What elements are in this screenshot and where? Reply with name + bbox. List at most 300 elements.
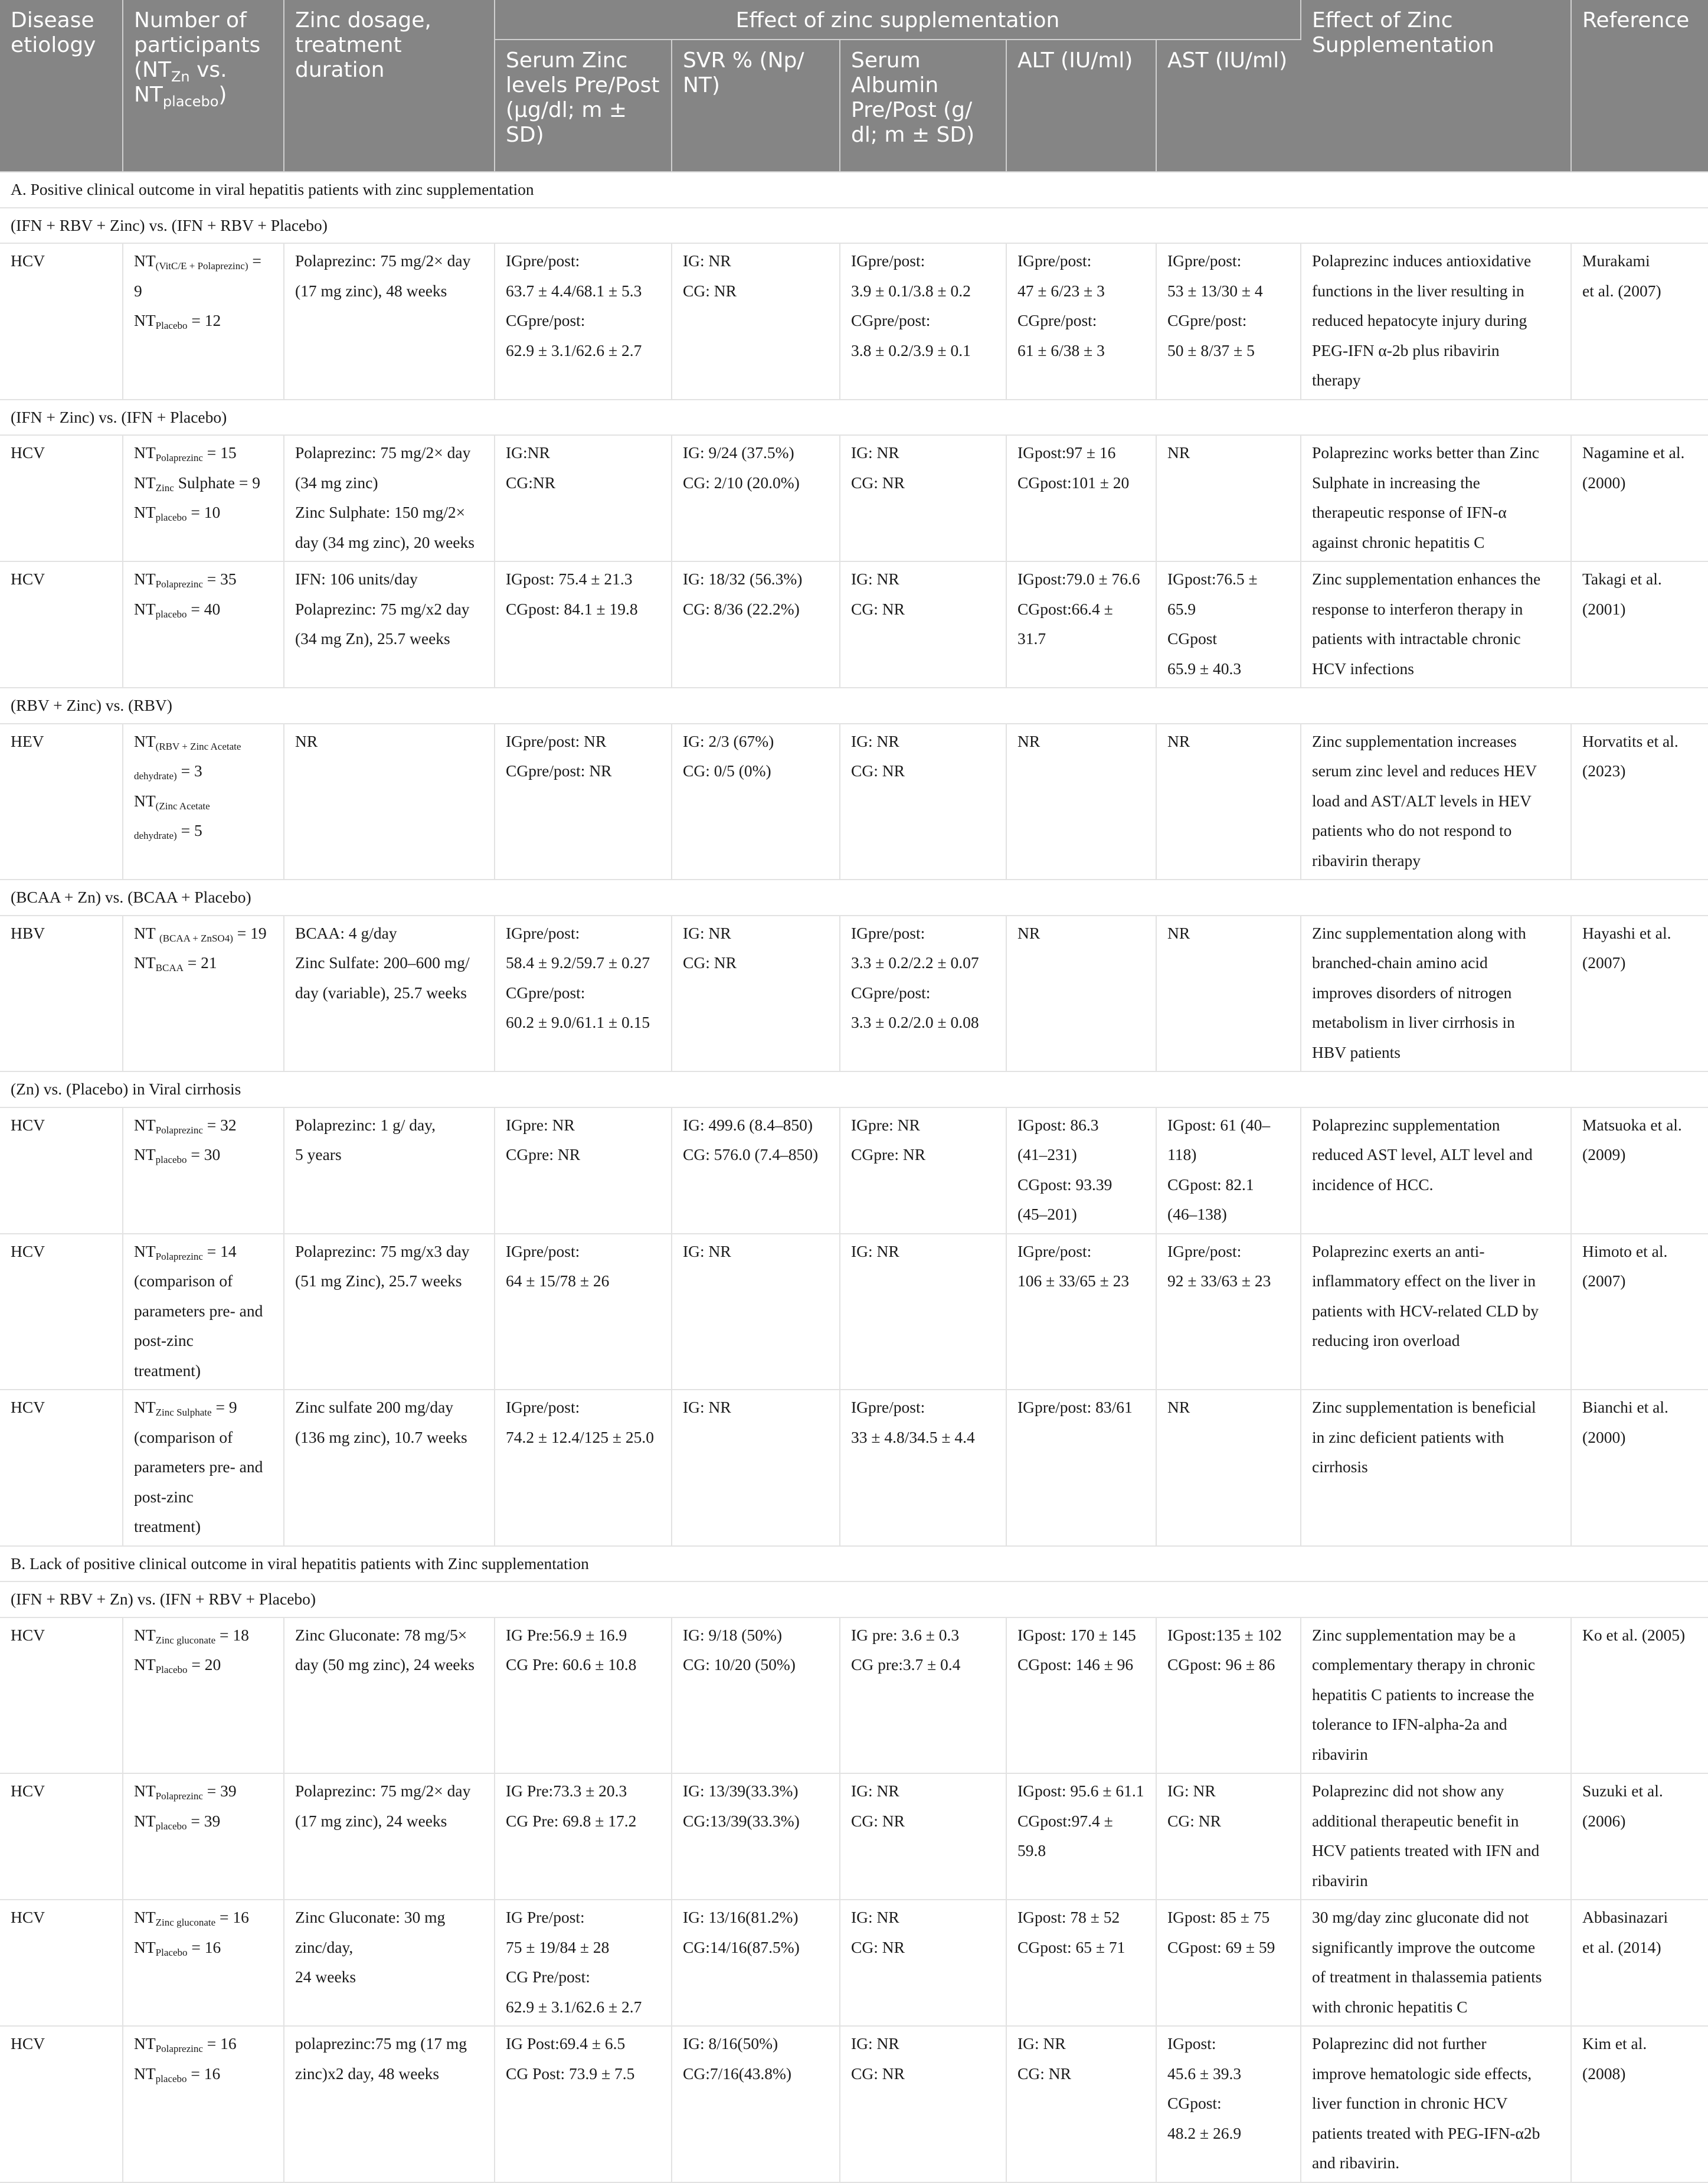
cell-line: Polaprezinc: 1 g/ day,: [295, 1115, 436, 1134]
cell-reference-link[interactable]: [1571, 1773, 1708, 1900]
cell-albumin: [840, 1773, 1006, 1900]
cell-line: Polaprezinc: 75 mg/x3 day: [295, 1241, 470, 1260]
cell-line: CG: NR: [1017, 2064, 1071, 2083]
cell-dosage: [284, 1234, 495, 1390]
cell-line: IG:NR: [506, 443, 550, 462]
cell-line: Zinc Gluconate: 30 mg: [295, 1908, 446, 1926]
cell-line: IGpost:: [1167, 2034, 1216, 2053]
cell-line: CG: 576.0 (7.4–850): [683, 1145, 819, 1164]
cell-line: ribavirin therapy: [1312, 851, 1421, 870]
cell-line: (17 mg zinc), 24 weeks: [295, 1811, 447, 1830]
cell-line: 3.8 ± 0.2/3.9 ± 0.1: [851, 341, 971, 360]
table-row: [0, 243, 1708, 400]
header-serum-zinc: Serum Zinc levels Pre/Post (µg/dl; m ± SD): [495, 40, 672, 172]
cell-line: Zinc Gluconate: 78 mg/5×: [295, 1625, 467, 1644]
cell-reference-link[interactable]: [1571, 435, 1708, 561]
cell-line: Matsuoka et al.: [1582, 1115, 1682, 1134]
cell-line: Zinc supplementation is beneficial: [1312, 1398, 1536, 1416]
cell-dosage: [284, 243, 495, 400]
cell-reference-link[interactable]: [1571, 1107, 1708, 1234]
group-title: (IFN + RBV + Zn) vs. (IFN + RBV + Placebo): [0, 1581, 1708, 1617]
cell-line: CG: NR: [1167, 1811, 1221, 1830]
cell-line: Horvatits et al.: [1582, 731, 1678, 750]
cell-line: Kim et al.: [1582, 2034, 1647, 2053]
cell-line: branched-chain amino acid: [1312, 953, 1488, 972]
table-row: [0, 1234, 1708, 1390]
cell-line: and ribavirin.: [1312, 2153, 1400, 2172]
cell-line: NR: [1017, 731, 1040, 750]
cell-etiology: HCV: [0, 243, 123, 400]
cell-line: IG: NR: [683, 251, 731, 270]
cell-etiology: HCV: [0, 561, 123, 688]
cell-ast: [1156, 435, 1301, 561]
cell-line: metabolism in liver cirrhosis in: [1312, 1013, 1515, 1031]
cell-effect: [1301, 1390, 1571, 1546]
cell-albumin: [840, 1617, 1006, 1774]
cell-serum-zinc: [495, 435, 672, 561]
cell-line: IG Post:69.4 ± 6.5: [506, 2034, 626, 2053]
cell-reference-link[interactable]: [1571, 243, 1708, 400]
cell-svr: [672, 724, 840, 880]
cell-line: CG Pre/post:: [506, 1968, 590, 1986]
cell-line: treatment): [134, 1517, 201, 1535]
group-title: (IFN + RBV + Zinc) vs. (IFN + RBV + Placebo): [0, 208, 1708, 244]
cell-ast: [1156, 1617, 1301, 1774]
cell-line: IG: NR: [683, 1241, 731, 1260]
cell-line: IG: 13/39(33.3%): [683, 1782, 799, 1800]
cell-line: Ko et al. (2005): [1582, 1625, 1686, 1644]
cell-line: CGpre/post: NR: [506, 762, 612, 780]
cell-line: HCV patients treated with IFN and: [1312, 1841, 1540, 1860]
cell-line: day (50 mg zinc), 24 weeks: [295, 1655, 475, 1674]
header-svr: SVR % (Np/ NT): [672, 40, 840, 172]
cell-line: NR: [1167, 1398, 1190, 1416]
cell-line: (comparison of: [134, 1272, 233, 1290]
cell-serum-zinc: [495, 1234, 672, 1390]
cell-ast: [1156, 1390, 1301, 1546]
cell-effect: [1301, 916, 1571, 1072]
cell-line: IGpost: 61 (40–: [1167, 1115, 1271, 1134]
cell-serum-zinc: [495, 1107, 672, 1234]
cell-line: IG: 13/16(81.2%): [683, 1908, 799, 1926]
cell-effect: [1301, 1234, 1571, 1390]
cell-albumin: [840, 1234, 1006, 1390]
cell-line: IGpre/post:: [851, 923, 925, 942]
cell-etiology: HCV: [0, 435, 123, 561]
cell-line: CGpre/post:: [506, 983, 585, 1002]
cell-line: liver function in chronic HCV: [1312, 2094, 1508, 2112]
header-row-1: [0, 0, 1708, 40]
cell-line: IG: NR: [1017, 2034, 1066, 2053]
cell-line: CG: 8/36 (22.2%): [683, 599, 800, 618]
cell-line: Himoto et al.: [1582, 1241, 1668, 1260]
cell-line: HCV infections: [1312, 659, 1414, 678]
cell-line: Polaprezinc did not show any: [1312, 1782, 1504, 1800]
cell-line: CGpost:97.4 ± 59.8: [1017, 1811, 1113, 1860]
cell-effect: [1301, 435, 1571, 561]
cell-line: significantly improve the outcome: [1312, 1937, 1536, 1956]
cell-svr: [672, 1234, 840, 1390]
cell-ast: [1156, 724, 1301, 880]
cell-line: HBV patients: [1312, 1043, 1401, 1061]
cell-serum-zinc: [495, 243, 672, 400]
cell-line: Suzuki et al.: [1582, 1782, 1663, 1800]
cell-effect: [1301, 1107, 1571, 1234]
table-row: [0, 1107, 1708, 1234]
cell-dosage: [284, 916, 495, 1072]
cell-participants: $NT_{Zinc gluconate} = 18$ $NT_{Placebo} = 20$: [123, 1617, 284, 1774]
cell-line: NR: [1167, 731, 1190, 750]
cell-line: Takagi et al.: [1582, 570, 1662, 588]
section-row: [0, 172, 1708, 208]
cell-ast: [1156, 561, 1301, 688]
cell-line: IGpre/post: 83/61: [1017, 1398, 1133, 1416]
cell-line: IGpre/post:: [1167, 1241, 1242, 1260]
cell-line: CG: NR: [851, 1811, 905, 1830]
cell-etiology: HEV: [0, 724, 123, 880]
cell-reference-link[interactable]: [1571, 916, 1708, 1072]
cell-line: Polaprezinc did not further: [1312, 2034, 1487, 2053]
cell-line: 3.9 ± 0.1/3.8 ± 0.2: [851, 281, 971, 300]
cell-line: NR: [1167, 923, 1190, 942]
cell-alt: [1006, 916, 1156, 1072]
cell-albumin: [840, 1900, 1006, 2026]
cell-participants: $NT_{Zinc gluconate} = 16$ $NT_{Placebo} = 16$: [123, 1900, 284, 2026]
cell-line: load and AST/ALT levels in HEV: [1312, 791, 1532, 810]
cell-line: CG: NR: [683, 953, 737, 972]
cell-line: patients with HCV-related CLD by: [1312, 1301, 1539, 1320]
cell-line: CGpre/post:: [506, 311, 585, 329]
cell-line: Zinc sulfate 200 mg/day: [295, 1398, 454, 1416]
cell-line: (34 mg Zn), 25.7 weeks: [295, 629, 450, 648]
cell-line: patients with intractable chronic: [1312, 629, 1521, 648]
cell-line: (45–201): [1017, 1205, 1077, 1223]
cell-line: (2007): [1582, 953, 1626, 972]
cell-effect: [1301, 561, 1571, 688]
cell-line: CGpre: NR: [506, 1145, 581, 1164]
cell-line: IGpost:97 ± 16: [1017, 443, 1116, 462]
table-row: [0, 2026, 1708, 2182]
group-title: (BCAA + Zn) vs. (BCAA + Placebo): [0, 880, 1708, 916]
cell-ast: [1156, 916, 1301, 1072]
cell-line: CG: NR: [851, 2064, 905, 2083]
cell-svr: [672, 561, 840, 688]
cell-line: against chronic hepatitis C: [1312, 532, 1485, 551]
cell-line: IG: NR: [851, 731, 899, 750]
cell-line: cirrhosis: [1312, 1457, 1368, 1476]
cell-line: IG: 2/3 (67%): [683, 731, 774, 750]
cell-effect: [1301, 1773, 1571, 1900]
cell-line: IG: NR: [683, 923, 731, 942]
table-row: [0, 724, 1708, 880]
cell-line: CGpre/post:: [1167, 311, 1247, 329]
cell-line: CGpost: 84.1 ± 19.8: [506, 599, 638, 618]
cell-line: 3.3 ± 0.2/2.0 ± 0.08: [851, 1013, 979, 1031]
cell-dosage: [284, 561, 495, 688]
cell-line: CG: NR: [851, 1937, 905, 1956]
cell-line: IGpre/post:: [851, 1398, 925, 1416]
cell-line: inflammatory effect on the liver in: [1312, 1272, 1536, 1290]
cell-line: CG:13/39(33.3%): [683, 1811, 800, 1830]
cell-etiology: HCV: [0, 1617, 123, 1774]
cell-line: IGpre/post:: [506, 1241, 580, 1260]
cell-alt: [1006, 724, 1156, 880]
cell-line: day (variable), 25.7 weeks: [295, 983, 467, 1002]
table-row: [0, 1773, 1708, 1900]
cell-line: IGpost: 170 ± 145: [1017, 1625, 1136, 1644]
header-ast: AST (IU/ml): [1156, 40, 1301, 172]
cell-line: therapy: [1312, 371, 1361, 389]
cell-reference-link[interactable]: [1571, 2026, 1708, 2182]
cell-line: IGpre/post:: [506, 251, 580, 270]
cell-line: of treatment in thalassemia patients: [1312, 1968, 1542, 1986]
cell-svr: [672, 1773, 840, 1900]
cell-serum-zinc: [495, 2026, 672, 2182]
cell-participants: $NT_{Polaprezinc} = 15$ $NT_{Zinc}$ Sulphate = 9 $NT_{placebo} = 10$: [123, 435, 284, 561]
section-row: [0, 1546, 1708, 1582]
cell-alt: [1006, 1773, 1156, 1900]
cell-albumin: [840, 724, 1006, 880]
cell-line: (34 mg zinc): [295, 473, 378, 492]
cell-line: (2001): [1582, 599, 1626, 618]
cell-ast: [1156, 1234, 1301, 1390]
cell-line: CGpre: NR: [851, 1145, 926, 1164]
cell-line: 61 ± 6/38 ± 3: [1017, 341, 1105, 360]
cell-line: NR: [1017, 923, 1040, 942]
cell-line: zinc)x2 day, 48 weeks: [295, 2064, 440, 2083]
cell-line: Zinc Sulfate: 200–600 mg/: [295, 953, 470, 972]
cell-line: reduced AST level, ALT level and: [1312, 1145, 1533, 1164]
cell-line: parameters pre- and: [134, 1457, 263, 1476]
header-effect-group: Effect of zinc supplementation: [495, 0, 1301, 40]
cell-line: IGpre/post: NR: [506, 731, 607, 750]
cell-line: improve hematologic side effects,: [1312, 2064, 1532, 2083]
cell-participants: $NT_{Polaprezinc} = 32$ $NT_{placebo} = 30$: [123, 1107, 284, 1234]
cell-line: NR: [1167, 443, 1190, 462]
cell-line: et al. (2014): [1582, 1937, 1661, 1956]
section-b-title: B. Lack of positive clinical outcome in viral hepatitis patients with Zinc supplementation: [0, 1546, 1708, 1582]
cell-line: Bianchi et al.: [1582, 1398, 1668, 1416]
cell-line: CGpost: 96 ± 86: [1167, 1655, 1275, 1674]
cell-line: IG: NR: [683, 1398, 731, 1416]
cell-line: complementary therapy in chronic: [1312, 1655, 1536, 1674]
cell-participants: $NT_{Polaprezinc} = 16$ $NT_{placebo} = 16$: [123, 2026, 284, 2182]
table-row: [0, 1617, 1708, 1774]
cell-dosage: [284, 435, 495, 561]
cell-albumin: [840, 243, 1006, 400]
cell-line: IGpre/post:: [1017, 251, 1092, 270]
cell-line: IG: NR: [851, 2034, 899, 2053]
cell-line: 47 ± 6/23 ± 3: [1017, 281, 1105, 300]
cell-serum-zinc: [495, 916, 672, 1072]
cell-alt: [1006, 1617, 1156, 1774]
cell-line: zinc/day,: [295, 1937, 354, 1956]
cell-albumin: [840, 2026, 1006, 2182]
cell-ast: [1156, 243, 1301, 400]
cell-albumin: [840, 916, 1006, 1072]
cell-line: IG: 9/18 (50%): [683, 1625, 783, 1644]
cell-line: 62.9 ± 3.1/62.6 ± 2.7: [506, 1997, 642, 2016]
cell-effect: [1301, 1617, 1571, 1774]
cell-line: IGpost:135 ± 102: [1167, 1625, 1282, 1644]
cell-line: Polaprezinc: 75 mg/2× day: [295, 443, 471, 462]
cell-dosage: [284, 724, 495, 880]
cell-etiology: HCV: [0, 1234, 123, 1390]
cell-line: IGpre/post:: [506, 1398, 580, 1416]
cell-line: Polaprezinc: 75 mg/2× day: [295, 1782, 471, 1800]
cell-line: day (34 mg zinc), 20 weeks: [295, 532, 475, 551]
cell-reference-link[interactable]: [1571, 1234, 1708, 1390]
cell-line: CG: NR: [851, 762, 905, 780]
cell-line: IGpre/post:: [1167, 251, 1242, 270]
cell-effect: [1301, 724, 1571, 880]
cell-line: Zinc supplementation may be a: [1312, 1625, 1516, 1644]
cell-albumin: [840, 561, 1006, 688]
cell-line: CG:14/16(87.5%): [683, 1937, 800, 1956]
cell-line: 48.2 ± 26.9: [1167, 2123, 1242, 2142]
table-row: [0, 1900, 1708, 2026]
cell-line: Sulphate in increasing the: [1312, 473, 1480, 492]
header-number-of-participants: Number of participants ($NT_{Zn}$ vs. $NT_{placebo}$): [123, 0, 284, 172]
cell-line: 75 ± 19/84 ± 28: [506, 1937, 610, 1956]
cell-line: IGpost: 75.4 ± 21.3: [506, 570, 633, 588]
cell-etiology: HCV: [0, 1900, 123, 2026]
cell-line: Nagamine et al.: [1582, 443, 1685, 462]
cell-line: Zinc supplementation increases: [1312, 731, 1517, 750]
cell-line: 45.6 ± 39.3: [1167, 2064, 1242, 2083]
cell-line: IG pre: 3.6 ± 0.3: [851, 1625, 960, 1644]
cell-line: treatment): [134, 1361, 201, 1380]
cell-reference-link[interactable]: [1571, 561, 1708, 688]
table-row: [0, 1390, 1708, 1546]
cell-dosage: [284, 1617, 495, 1774]
cell-line: Zinc Sulphate: 150 mg/2×: [295, 503, 466, 521]
cell-line: Abbasinazari: [1582, 1908, 1668, 1926]
cell-line: IG: NR: [851, 1908, 899, 1926]
cell-line: IGpre/post:: [1017, 1241, 1092, 1260]
cell-line: (2023): [1582, 762, 1626, 780]
cell-alt: [1006, 1900, 1156, 2026]
cell-reference-link[interactable]: [1571, 724, 1708, 880]
group-row: [0, 1581, 1708, 1617]
cell-albumin: [840, 435, 1006, 561]
cell-line: 58.4 ± 9.2/59.7 ± 0.27: [506, 953, 650, 972]
cell-participants: $NT_{Polaprezinc} = 35$ $NT_{placebo} = 40$: [123, 561, 284, 688]
cell-etiology: HCV: [0, 2026, 123, 2182]
cell-albumin: [840, 1390, 1006, 1546]
cell-line: IGpost:79.0 ± 76.6: [1017, 570, 1140, 588]
cell-line: CGpost: [1167, 629, 1218, 648]
cell-participants: NT $_{(BCAA + ZnSO4)}$ = 19 $NT_{BCAA} = 21$: [123, 916, 284, 1072]
cell-line: post-zinc: [134, 1331, 194, 1349]
cell-svr: [672, 1390, 840, 1546]
cell-line: (2008): [1582, 2064, 1626, 2083]
cell-line: CGpost: 82.1: [1167, 1175, 1254, 1194]
cell-line: 50 ± 8/37 ± 5: [1167, 341, 1255, 360]
cell-line: polaprezinc:75 mg (17 mg: [295, 2034, 467, 2053]
cell-ast: [1156, 1107, 1301, 1234]
cell-line: IG Pre:56.9 ± 16.9: [506, 1625, 627, 1644]
header-alt: ALT (IU/ml): [1006, 40, 1156, 172]
cell-line: CGpre/post:: [1017, 311, 1097, 329]
cell-line: 92 ± 33/63 ± 23: [1167, 1272, 1271, 1290]
group-row: [0, 208, 1708, 244]
cell-line: BCAA: 4 g/day: [295, 923, 397, 942]
cell-line: IGpost: 95.6 ± 61.1: [1017, 1782, 1144, 1800]
cell-line: 24 weeks: [295, 1968, 356, 1986]
cell-etiology: HCV: [0, 1390, 123, 1546]
group-title: (Zn) vs. (Placebo) in Viral cirrhosis: [0, 1071, 1708, 1107]
cell-line: 53 ± 13/30 ± 4: [1167, 281, 1263, 300]
cell-line: Zinc supplementation enhances the: [1312, 570, 1541, 588]
cell-line: (136 mg zinc), 10.7 weeks: [295, 1427, 467, 1446]
cell-ast: [1156, 1773, 1301, 1900]
cell-ast: [1156, 2026, 1301, 2182]
cell-line: Polaprezinc supplementation: [1312, 1115, 1500, 1134]
cell-line: IGpre/post:: [506, 923, 580, 942]
cell-alt: [1006, 435, 1156, 561]
cell-svr: [672, 243, 840, 400]
cell-participants: $NT_{Polaprezinc} = 14$ (comparison of parameters pre- and post-zinc treatment): [123, 1234, 284, 1390]
cell-reference-link[interactable]: [1571, 1900, 1708, 2026]
cell-line: 30 mg/day zinc gluconate did not: [1312, 1908, 1529, 1926]
cell-participants: $NT_{(RBV + Zinc Acetate}$ $_{dehydrate)}$ = 3 $NT_{(Zinc Acetate}$ $_{dehydrate)}$ = 5: [123, 724, 284, 880]
cell-line: ribavirin: [1312, 1871, 1368, 1890]
cell-line: IGpre: NR: [851, 1115, 920, 1134]
cell-line: CGpost: 69 ± 59: [1167, 1937, 1275, 1956]
cell-line: CG:7/16(43.8%): [683, 2064, 792, 2083]
cell-alt: [1006, 243, 1156, 400]
cell-line: (51 mg Zinc), 25.7 weeks: [295, 1272, 462, 1290]
cell-line: (2000): [1582, 473, 1626, 492]
cell-line: CGpost: 65 ± 71: [1017, 1937, 1125, 1956]
cell-line: Zinc supplementation along with: [1312, 923, 1526, 942]
cell-line: Hayashi et al.: [1582, 923, 1671, 942]
cell-dosage: [284, 1773, 495, 1900]
cell-line: IGpost:76.5 ± 65.9: [1167, 570, 1258, 618]
cell-ast: [1156, 1900, 1301, 2026]
table-row: [0, 916, 1708, 1072]
cell-line: reduced hepatocyte injury during: [1312, 311, 1527, 329]
cell-line: therapeutic response of IFN-α: [1312, 503, 1507, 521]
cell-line: CGpost:: [1167, 2094, 1222, 2112]
cell-line: Polaprezinc works better than Zinc: [1312, 443, 1539, 462]
cell-reference-link[interactable]: [1571, 1390, 1708, 1546]
cell-serum-zinc: [495, 724, 672, 880]
cell-line: (41–231): [1017, 1145, 1077, 1164]
header-effect-summary: Effect of Zinc Supplementation: [1301, 0, 1571, 172]
cell-alt: [1006, 1234, 1156, 1390]
cell-line: CG Pre: 60.6 ± 10.8: [506, 1655, 637, 1674]
cell-albumin: [840, 1107, 1006, 1234]
cell-line: CGpre/post:: [851, 983, 931, 1002]
cell-svr: [672, 1617, 840, 1774]
cell-line: 33 ± 4.8/34.5 ± 4.4: [851, 1427, 975, 1446]
cell-line: CG: NR: [683, 281, 737, 300]
cell-line: PEG-IFN α-2b plus ribavirin: [1312, 341, 1500, 360]
cell-line: with chronic hepatitis C: [1312, 1997, 1468, 2016]
cell-line: Murakami: [1582, 251, 1650, 270]
cell-etiology: HCV: [0, 1107, 123, 1234]
cell-line: (comparison of: [134, 1427, 233, 1446]
group-row: [0, 1071, 1708, 1107]
cell-reference-link[interactable]: [1571, 1617, 1708, 1774]
cell-line: Polaprezinc exerts an anti-: [1312, 1241, 1485, 1260]
cell-line: Polaprezinc: 75 mg/2× day: [295, 251, 471, 270]
cell-line: CG Post: 73.9 ± 7.5: [506, 2064, 635, 2083]
cell-line: 5 years: [295, 1145, 342, 1164]
cell-line: IFN: 106 units/day: [295, 570, 418, 588]
